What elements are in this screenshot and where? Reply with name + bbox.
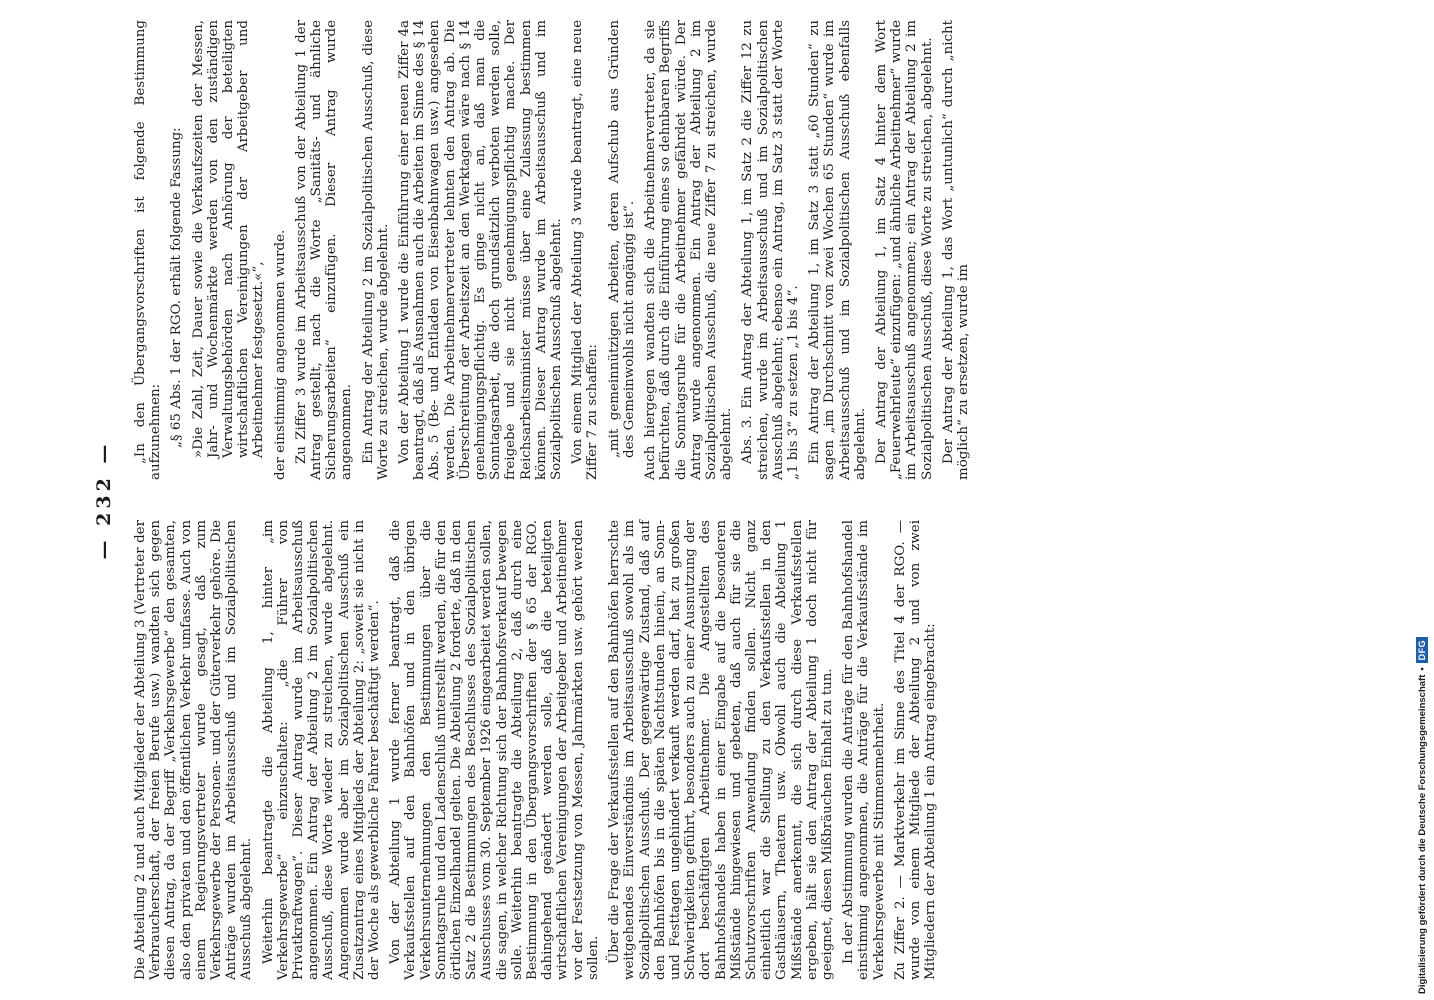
left-column <box>133 520 944 980</box>
quote-paragraph: „mit gemeinnützigen Arbeiten, deren Aufschub aus Gründen des Gemeinwohls nicht angängig ist“. <box>606 20 637 458</box>
paragraph: Von der Abteilung 1 wurde ferner beantragt, daß die Verkaufsstellen auf den Bahnhöfen und in den übrigen Verkehrsunternehmungen den Bestimmungen über die Sonntagsruhe und den Ladenschluß unterstellt werden, die für den örtlichen Einzelhandel gelten. Die Abteilung 2 forderte, daß in den Satz 2 die Bestimmungen des Beschlusses des Sozialpolitischen Ausschusses vom 30. September 1926 eingearbeitet werden sollen, die sagen, in welcher Richtung sich der Bahnhofsverkauf bewegen solle. Weiterhin beantragte die Abteilung 2, daß durch eine Bestimmung in den Übergangsvorschriften der § 65 der RGO. dahingehend geändert werden solle, daß die beteiligten wirtschaftlichen Vereinigungen der Arbeitgeber und Arbeitnehmer vor der Festsetzung von Messen, Jahrmärkten usw. gehört werden sollen. <box>388 520 601 980</box>
quote-paragraph: „§ 65 Abs. 1 der RGO. erhält folgende Fassung: <box>169 127 185 448</box>
paragraph: Von der Abteilung 1 wurde die Einführung einer neuen Ziffer 4a beantragt, daß als Ausnahmen auch die Arbeiten im Sinne des § 14 Abs. 5 (Be- und Entladen von Eisenbahnwagen usw.) angesehen werden. Die Arbeitnehmervertreter lehnten den Antrag ab. Die Überschreitung der Arbeitszeit an den Werktagen wäre nach § 14 genehmigungspflichtig. Es ginge nicht an, daß man die Sonntagsarbeit, die doch grundsätzlich verboten werden solle, freigebe und sie nicht genehmigungspflichtig mache. Der Reichsarbeitsminister müsse über eine Zulassung bestimmen können. Dieser Antrag wurde im Arbeitsausschuß und im Sozialpolitischen Ausschuß abgelehnt. <box>397 20 565 480</box>
paragraph: der einstimmig angenommen wurde. <box>272 229 288 480</box>
dfg-logo: DFG <box>1416 637 1428 664</box>
paragraph: Die Abteilung 2 und auch Mitglieder der Abteilung 3 (Vertreter der Verbraucherschaft, der freien Berufe usw.) wandten sich gegen diesen Antrag, da der Begriff „Verkehrsgewerbe“ den gesamten, also den privaten und den öffentlichen Verkehr umfasse. Auch von einem Regierungsvertreter wurde gesagt, daß zum Verkehrsgewerbe der Personen- und der Güterverkehr gehöre. Die Anträge wurden im Arbeitsausschuß und im Sozialpolitischen Ausschuß abgelehnt. <box>133 520 255 980</box>
paragraph: Abs. 3. Ein Antrag der Abteilung 1, im Satz 2 die Ziffer 12 zu streichen, wurde im Arbeitsausschuß und im Sozialpolitischen Ausschuß abgelehnt; ebenso ein Antrag, im Satz 3 statt der Worte „1 bis 3“ zu setzen „1 bis 4“. <box>740 20 801 480</box>
funding-notice: Digitalisierung gefördert durch die Deutsche Forschungsgemeinschaft <box>1416 674 1428 994</box>
paragraph: Über die Frage der Verkaufsstellen auf den Bahnhöfen herrschte weitgehendes Einverständnis im Arbeitsausschuß sowohl als im Sozialpolitischen Ausschuß. Der gegenwärtige Zustand, daß auf den Bahnhöfen bis in die späten Nachtstunden hinein, an Sonn- und Festtagen ungehindert verkauft werden darf, hat zu großen Schwierigkeiten geführt, besonders auch zu einer Ausnutzung der dort beschäftigten Arbeitnehmer. Die Angestellten des Bahnhofshandels haben in einer Eingabe auf die besonderen Mißstände hingewiesen und gebeten, daß auch für sie die Schutzvorschriften Anwendung finden sollen. Nicht ganz einheitlich war die Stellung zu den Verkaufsstellen in den Gasthäusern, Theatern usw. Obwohl auch die Abteilung 1 Mißstände anerkennt, die sich durch diese Verkaufsstellen ergeben, hält sie den Antrag der Abteilung 1 doch nicht für geeignet, diesen Mißbräuchen Einhalt zu tun. <box>607 520 835 980</box>
paragraph-intro: „In den Übergangsvorschriften ist folgende Bestimmung aufzunehmen: <box>133 20 164 480</box>
paragraph: Zu Ziffer 3 wurde im Arbeitsausschuß von der Abteilung 1 der Antrag gestellt, nach die Worte „Sanitäts- und ähnliche Sicherungsarbeiten“ einzufügen. Dieser Antrag wurde angenommen. <box>293 20 355 480</box>
paragraph: Ein Antrag der Abteilung 1, im Satz 3 statt „60 Stunden“ zu sagen „im Durchschnitt von zwei Wochen 65 Stunden“ wurde im Arbeitsausschuß und im Sozialpolitischen Ausschuß ebenfalls abgelehnt. <box>807 20 868 480</box>
quote-paragraph: »Die Zahl, Zeit, Dauer sowie die Verkaufszeiten der Messen, Jahr- und Wochenmärkte werden von den zuständigen Verwaltungsbehörden nach Anhörung der beteiligten wirtschaftlichen Vereinigungen der Arbeitgeber und Arbeitnehmer festgesetzt.«“, <box>190 20 267 458</box>
paragraph: Von einem Mitglied der Abteilung 3 wurde beantragt, eine neue Ziffer 7 zu schaffen: <box>570 20 601 480</box>
paragraph: Der Antrag der Abteilung 1, das Wort „untunlich“ durch „nicht möglich“ zu ersetzen, wurde im <box>940 20 971 480</box>
paragraph: Der Antrag der Abteilung 1, im Satz 4 hinter dem Wort „Feuerwehrleute“ einzufügen: „und ähnliche Arbeitnehmer“ wurde im Arbeitsausschuß angenommen; ein Antrag der Abteilung 2 im Sozialpolitischen Ausschuß, diese Worte zu streichen, abgelehnt. <box>873 20 935 480</box>
paragraph: Zu Ziffer 2. — Marktverkehr im Sinne des Titel 4 der RGO. — wurde von einem Mitgliede der Abteilung 2 und von zwei Mitgliedern der Abteilung 1 ein Antrag eingebracht: <box>892 520 939 980</box>
page-number: — 232 — <box>93 440 115 560</box>
paragraph: In der Abstimmung wurden die Anträge für den Bahnhofshandel einstimmig angenommen, die Anträge für die Verkaufsstände im Verkehrsgewerbe mit Stimmenmehrheit. <box>841 520 887 980</box>
right-column <box>133 20 977 480</box>
paragraph: Auch hiergegen wandten sich die Arbeitnehmervertreter, da sie befürchten, daß durch die Einführung eines so dehnbaren Begriffs die Sonntagsruhe für die Arbeitnehmer gefährdet würde. Der Antrag wurde angenommen. Ein Antrag der Abteilung 2 im Sozialpolitischen Ausschuß, die neue Ziffer 7 zu streichen, wurde abgelehnt. <box>643 20 735 480</box>
paragraph: Weiterhin beantragte die Abteilung 1, hinter „im Verkehrsgewerbe“ einzuschalten: „die Führer von Privatkraftwagen“. Dieser Antrag wurde im Arbeitsausschuß angenommen. Ein Antrag der Abteilung 2 im Sozialpolitischen Ausschuß, diese Worte wieder zu streichen, wurde abgelehnt. Angenommen wurde aber im Sozialpolitischen Ausschuß ein Zusatzantrag eines Mitglieds der Abteilung 2: „soweit sie nicht in der Woche als gewerbliche Fahrer beschäftigt werden“. <box>260 520 383 980</box>
funding-sidebar: Digitalisierung gefördert durch die Deutsche Forschungsgemeinschaft • DFG <box>1412 6 1432 994</box>
paragraph: Ein Antrag der Abteilung 2 im Sozialpolitischen Ausschuß, diese Worte zu streichen, wurde abgelehnt. <box>360 20 391 480</box>
document-page <box>85 0 1325 1000</box>
